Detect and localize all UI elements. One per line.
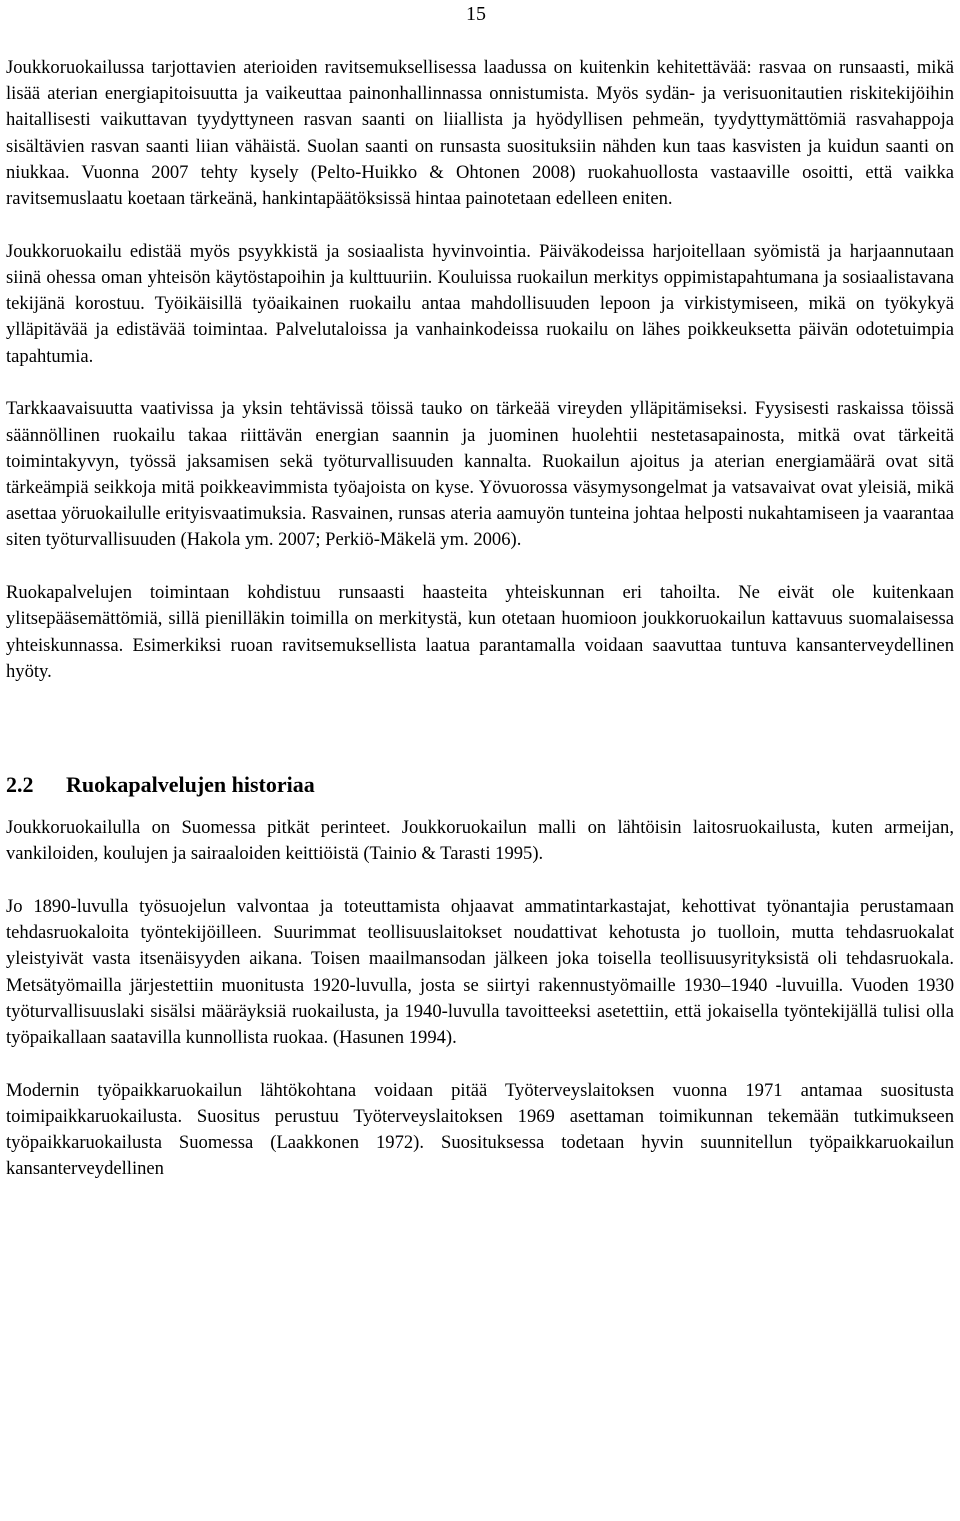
- document-body: [6, 55, 954, 1183]
- paragraph: Ruokapalvelujen toimintaan kohdistuu runsaasti haasteita yhteiskunnan eri tahoilta. Ne eivät ole kuitenkaan ylitsepääsemättömiä, sillä pienilläkin toimilla on merkitystä, kun otetaan huomioon joukkoruokailun kattavuus suomalaisessa yhteiskunnassa. Esimerkiksi ruoan ravitsemuksellista laatua parantamalla voidaan saavuttaa tuntuva kansanterveydellinen hyöty.: [6, 582, 954, 682]
- section-title: Ruokapalvelujen historiaa: [66, 772, 315, 798]
- section-heading: [6, 771, 954, 799]
- paragraph: Jo 1890-luvulla työsuojelun valvontaa ja toteuttamista ohjaavat ammatintarkastajat, kehottivat työnantajia perustamaan tehdasruokaloita työntekijöilleen. Suurimmat teollisuuslaitokset noudattivat kehotusta jo tuolloin, mutta tehdasruokalat yleistyivät vasta itsenäisyyden aikana. Toisen maailmansodan jälkeen joka toisella teollisuusyrityksistä oli tehdasruokala. Metsätyömailla järjestettiin muonitusta 1920-luvulla, josta se siirtyi rakennustyömaille 1930–1940 -luvuilla. Vuoden 1930 työturvallisuuslaki sisälsi määräyksiä ruokailusta, ja 1940-luvulla tavoitteeksi asetettiin, että jokaisella työntekijällä tulisi olla työpaikallaan saatavilla kunnollista ruokaa. (Hasunen 1994).: [6, 896, 954, 1049]
- paragraph: Joukkoruokailu edistää myös psyykkistä ja sosiaalista hyvinvointia. Päiväkodeissa harjoitellaan syömistä ja harjaannutaan siinä ohessa oman yhteisön käytöstapoihin ja kulttuuriin. Kouluissa ruokailun merkitys oppimistapahtumana ja sosiaalistavana tekijänä korostuu. Työikäisillä työaikainen ruokailu antaa mahdollisuuden lepoon ja virkistymiseen, mikä on työkykyä ylläpitävää ja edistävää toimintaa. Palvelutaloissa ja vanhainkodeissa ruokailu on lähes poikkeuksetta päivän odotetuimpia tapahtumia.: [6, 240, 954, 367]
- section-number: 2.2: [6, 772, 34, 798]
- paragraph: Joukkoruokailussa tarjottavien aterioiden ravitsemuksellisessa laadussa on kuitenkin kehitettävää: rasvaa on runsaasti, mikä lisää aterian energiapitoisuutta ja vaikeuttaa painonhallinnassa onnistumista. Myös sydän- ja verisuonitautien riskitekijöihin haitallisesti vaikuttavan tyydyttyneen rasvan saanti on liiallista ja hyödyllisen pehmeän, tyydyttymättömiä rasvahappoja sisältävien rasvan saanti liian vähäistä. Suolan saanti on runsasta suosituksiin nähden kun taas kasvisten ja kuidun saanti on niukkaa. Vuonna 2007 tehty kysely (Pelto-Huikko & Ohtonen 2008) ruokahuollosta vastaaville osoitti, että vaikka ravitsemuslaatu koetaan tärkeänä, hankintapäätöksissä hintaa painotetaan edelleen eniten.: [6, 57, 954, 210]
- paragraph: Joukkoruokailulla on Suomessa pitkät perinteet. Joukkoruokailun malli on lähtöisin laitosruokailusta, kuten armeijan, vankiloiden, koulujen ja sairaaloiden keittiöistä (Tainio & Tarasti 1995).: [6, 817, 954, 865]
- paragraph: Tarkkaavaisuutta vaativissa ja yksin tehtävissä töissä tauko on tärkeää vireyden ylläpitämiseksi. Fyysisesti raskaissa töissä säännöllinen ruokailu takaa riittävän energian saannin ja juominen huolehtii nestetasapainosta, mitkä ovat tärkeitä toimintakyvyn, työssä jaksamisen sekä työturvallisuuden kannalta. Ruokailun ajoitus ja aterian energiamäärä ovat sitä tärkeämpiä seikkoja mitä poikkeavimmista työajoista on kyse. Yövuorossa väsymysongelmat ja vatsavaivat ovat yleisiä, mikä asettaa yöruokailulle erityisvaatimuksia. Rasvainen, runsas ateria aamuyön tunteina johtaa helposti nukahtamiseen ja vaarantaa siten työturvallisuuden (Hakola ym. 2007; Perkiö-Mäkelä ym. 2006).: [6, 398, 954, 551]
- page-number: 15: [466, 3, 486, 25]
- paragraph: Modernin työpaikkaruokailun lähtökohtana voidaan pitää Työterveyslaitoksen vuonna 1971 antamaa suositusta toimipaikkaruokailusta. Suositus perustuu Työterveyslaitoksen 1969 asettaman toimikunnan tekemään tutkimukseen työpaikkaruokailusta Suomessa (Laakkonen 1972). Suosituksessa todetaan hyvin suunnitellun työpaikkaruokailun kansanterveydellinen: [6, 1079, 954, 1180]
